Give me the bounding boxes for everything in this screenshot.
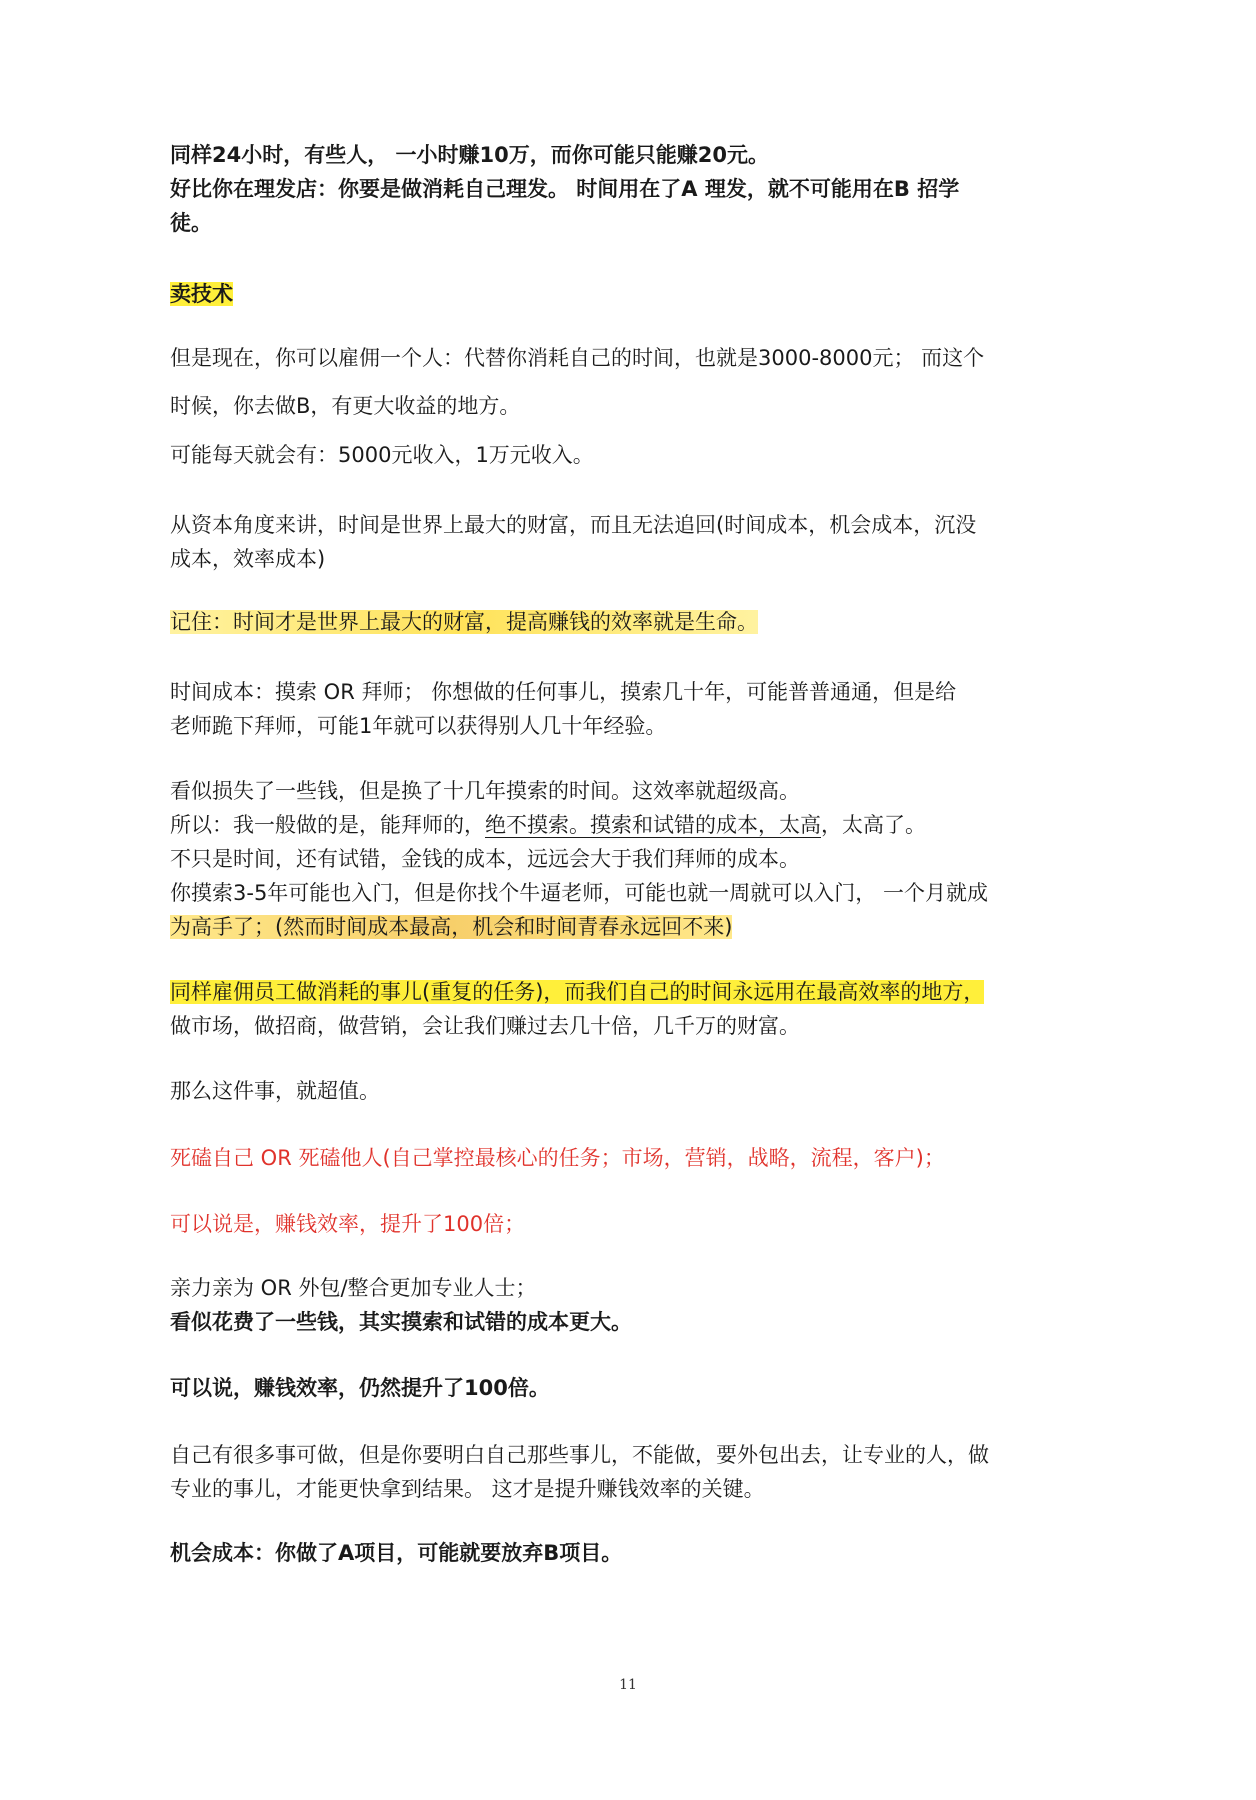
paragraph-line: 不只是时间，还有试错，金钱的成本，远远会大于我们拜师的成本。 — [170, 847, 800, 871]
paragraph-line: 从资本角度来讲，时间是世界上最大的财富，而且无法追回(时间成本，机会成本，沉没 — [170, 513, 977, 537]
highlighted-text: 同样雇佣员工做消耗的事儿(重复的任务)，而我们自己的时间永远用在最高效率的地方， — [170, 980, 985, 1004]
paragraph-line: 那么这件事，就超值。 — [170, 1079, 380, 1103]
paragraph-line: 自己有很多事可做，但是你要明白自己那些事儿，不能做，要外包出去，让专业的人，做 — [170, 1443, 989, 1467]
text-run: 所以：我一般做的是，能拜师的， — [170, 813, 485, 837]
highlight-line — [170, 977, 984, 1007]
paragraph-line: 可以说，赚钱效率，仍然提升了100倍。 — [170, 1376, 550, 1400]
paragraph-line: 成本，效率成本) — [170, 547, 326, 571]
paragraph-line: 专业的事儿，才能更快拿到结果。 这才是提升赚钱效率的关键。 — [170, 1477, 765, 1501]
paragraph-line: 徒。 — [170, 211, 212, 235]
highlight-line — [170, 912, 732, 942]
highlighted-heading: 卖技术 — [170, 282, 233, 306]
underlined-text: 绝不摸索。摸索和试错的成本，太高 — [485, 813, 821, 837]
paragraph-line — [170, 810, 926, 840]
paragraph-line: 同样24小时，有些人， 一小时赚10万，而你可能只能赚20元。 — [170, 143, 769, 167]
paragraph-line: 你摸索3-5年可能也入门，但是你找个牛逼老师，可能也就一周就可以入门， 一个月就成 — [170, 881, 988, 905]
text-run: ，太高了。 — [821, 813, 926, 837]
highlight-line — [170, 607, 758, 637]
red-paragraph-line: 死磕自己 OR 死磕他人(自己掌控最核心的任务；市场，营销，战略，流程，客户)； — [170, 1146, 945, 1170]
paragraph-line: 可能每天就会有：5000元收入，1万元收入。 — [170, 443, 594, 467]
paragraph-line: 机会成本：你做了A项目，可能就要放弃B项目。 — [170, 1541, 623, 1565]
paragraph-line: 时候，你去做B，有更大收益的地方。 — [170, 394, 521, 418]
section-heading — [170, 279, 233, 309]
paragraph-line: 做市场，做招商，做营销，会让我们赚过去几十倍，几千万的财富。 — [170, 1014, 800, 1038]
highlighted-text: 为高手了；(然而时间成本最高，机会和时间青春永远回不来) — [170, 915, 733, 939]
paragraph-line: 但是现在，你可以雇佣一个人：代替你消耗自己的时间，也就是3000-8000元； 而这个 — [170, 346, 985, 370]
paragraph-line: 看似花费了一些钱，其实摸索和试错的成本更大。 — [170, 1310, 632, 1334]
red-paragraph-line: 可以说是，赚钱效率，提升了100倍； — [170, 1212, 526, 1236]
paragraph-line: 时间成本：摸索 OR 拜师； 你想做的任何事儿，摸索几十年，可能普普通通，但是给 — [170, 680, 957, 704]
page-number: 11 — [619, 1677, 637, 1693]
paragraph-line: 老师跪下拜师，可能1年就可以获得别人几十年经验。 — [170, 714, 667, 738]
highlighted-text: 记住：时间才是世界上最大的财富，提高赚钱的效率就是生命。 — [170, 610, 758, 634]
paragraph-line: 亲力亲为 OR 外包/整合更加专业人士； — [170, 1276, 537, 1300]
paragraph-line: 看似损失了一些钱，但是换了十几年摸索的时间。这效率就超级高。 — [170, 779, 800, 803]
paragraph-line: 好比你在理发店：你要是做消耗自己理发。 时间用在了A 理发，就不可能用在B 招学 — [170, 177, 960, 201]
